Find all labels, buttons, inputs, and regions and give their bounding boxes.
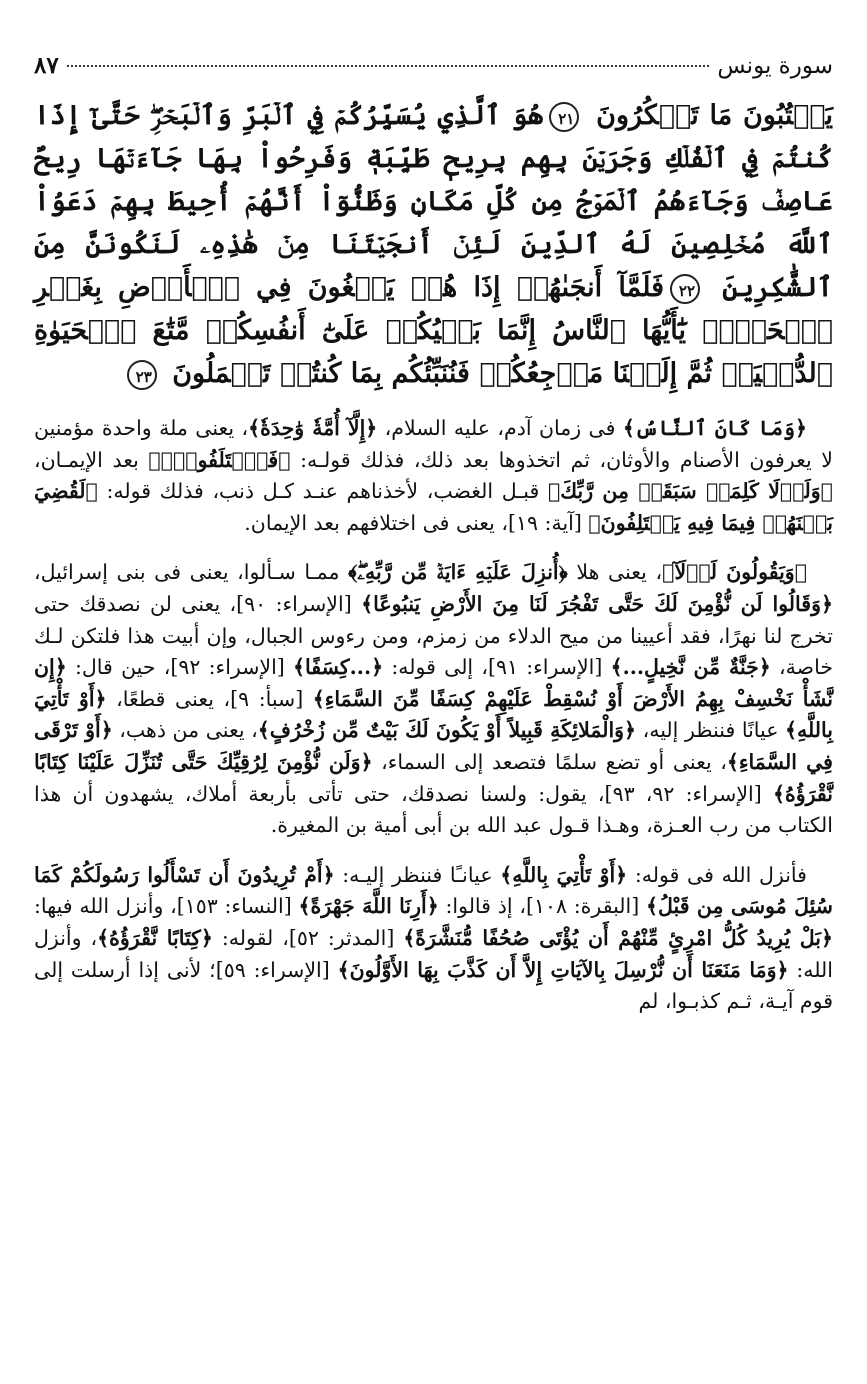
commentary-text: ، وأنزل الله: — [34, 925, 833, 982]
quoted-verse: ﴿إِن نَّشَأْ نَخْسِفْ بِهِمُ الأَرْضَ أَوْ نُسْقِطْ عَلَيْهِمْ كِسَفًا مِّنَ السَّمَاءِ﴾ — [34, 655, 833, 711]
quoted-verse: ﴿وَلَن نُّؤْمِنَ لِرُقِيِّكَ حَتَّى تُنَزِّلَ عَلَيْنَا كِتَابًا نَّقْرَؤُهُ﴾ — [34, 749, 833, 806]
page-header — [34, 52, 833, 86]
quoted-verse: ﴿أُنزِلَ عَلَيۡهِ ءَايَةٞ مِّن رَّبِّهِۦۖ﴾ — [348, 560, 568, 585]
commentary-text: [الإسراء: ٩٢، ٩٣]، يقول: ولسنا نصدقك، حتى تأتى بأربعة أملاك، يشهدون أن هذا الكتاب من رب العـزة، وهـذا قـول عبد الله بن أبى أمية بن المغيرة. — [34, 781, 833, 838]
quoted-verse: ﴿لَقُضِيَ بَيۡنَهُمۡ فِيمَا فِيهِ يَخۡتَلِفُونَ﴾ — [34, 479, 833, 535]
commentary-text: ، يعنى ملة واحدة مؤمنين لا يعرفون الأصنام والأوثان، ثم اتخذوها بعد ذلك، فذلك قولـه: — [34, 416, 833, 472]
commentary-text: ، يعنى أو تضع سلمًا فتصعد إلى السماء، — [372, 749, 727, 774]
commentary-text: [الإسراء: ٩١]، إلى قوله: — [383, 655, 611, 680]
commentary-text: بعد الإيمـان، — [34, 447, 149, 472]
header-dotted-leader — [67, 65, 710, 67]
quoted-verse: ﴿وَالْمَلائِكَةِ قَبِيلاً أَوْ يَكُونَ لَكَ بَيْتٌ مِّن زُخْرُفٍ﴾ — [257, 718, 637, 743]
commentary-text: ، يعنى من ذهب، — [112, 718, 258, 743]
commentary-text: [الإسراء: ٩٠]، يعنى لن نصدقك حتى تخرج لنا نهرًا، فقد أعيينا من ميح الدلاء من زمزم، ومن رءوس الجبال، وإن أبيت هذا فلتكن لـك خاصة، — [34, 591, 833, 680]
commentary-text: عيانـًا فننظر إليـه: — [334, 862, 501, 887]
quoted-verse: ﴿وَمَا كَانَ ٱلنَّاسُ﴾ — [622, 416, 807, 440]
commentary-paragraph — [34, 557, 833, 841]
quoted-verse: ﴿إِلَّآ أُمَّةٗ وَٰحِدَةٗ﴾ — [248, 416, 378, 440]
quoted-verse: ﴿وَمَا مَنَعَنَا أَن نُّرْسِلَ بِالآيَاتِ إِلاَّ أَن كَذَّبَ بِهَا الأَوَّلُونَ﴾ — [337, 957, 789, 982]
commentary-text: [النساء: ١٥٣]، وأنزل الله فيها: — [34, 894, 299, 919]
ayah-number-marker: ٢٢ — [670, 274, 700, 304]
quran-block — [34, 94, 833, 395]
quoted-verse: ﴿أَوْ تَأْتِيَ بِاللَّهِ﴾ — [34, 686, 834, 743]
quoted-verse: ﴿أَمْ تُرِيدُونَ أَن تَسْأَلُوا رَسُولَكُمْ كَمَا سُئِلَ مُوسَى مِن قَبْلُ﴾ — [34, 862, 833, 919]
commentary-text: عيانًا فننظر إليه، — [636, 718, 786, 743]
commentary-text: [سبأ: ٩]، يعنى قطعًا، — [106, 686, 313, 711]
quoted-verse: ﴿وَقَالُوا لَن نُّؤْمِنَ لَكَ حَتَّى تَفْجُرَ لَنَا مِنَ الأَرْضِ يَنبُوعًا﴾ — [361, 591, 833, 616]
page-number: ٨٧ — [34, 52, 59, 79]
quran-verse-text: يَكۡتُبُونَ مَا تَمۡكُرُونَ — [585, 100, 833, 131]
commentary-text: [البقرة: ١٠٨]، إذ قالوا: — [438, 894, 646, 919]
commentary-text: ، يعنى هلا — [567, 560, 663, 585]
commentary-block — [34, 413, 833, 1018]
ayah-number-marker: ٢١ — [549, 102, 579, 132]
quoted-verse: ﴿بَلْ يُرِيدُ كُلُّ امْرِئٍ مِّنْهُمْ أَن يُؤْتَى صُحُفًا مُّنَشَّرَةً﴾ — [403, 925, 833, 950]
commentary-text: [المدثر: ٥٢]، لقوله: — [212, 925, 404, 950]
commentary-paragraph — [34, 413, 833, 539]
quoted-verse: ﴿جَنَّةٌ مِّن نَّخِيلٍ...﴾ — [610, 655, 771, 680]
quran-verse-text: فَلَمَّآ أَنجَىٰهُمۡ إِذَا هُمۡ يَبۡغُونَ فِي ٱلۡأَرۡضِ بِغَيۡرِ ٱلۡحَقِّۗ يَٰٓأَيُّهَا ٱلنَّاسُ إِنَّمَا بَغۡيُكُمۡ عَلَىٰٓ أَنفُسِكُمۖ مَّتَٰعَ ٱلۡحَيَوٰةِ ٱلدُّنۡيَاۖ ثُمَّ إِلَيۡنَا مَرۡجِعُكُمۡ فَنُنَبِّئُكُم بِمَا كُنتُمۡ تَعۡمَلُونَ — [34, 272, 833, 389]
commentary-text: [الإسراء: ٩٢]، حين قال: — [66, 655, 293, 680]
commentary-text: فأنزل الله فى قوله: — [627, 862, 807, 887]
sura-title: سورة يونس — [717, 53, 833, 79]
ayah-number-marker: ٢٣ — [127, 360, 157, 390]
quoted-verse: ﴿أَوْ تَرْقَى فِي السَّمَاءِ﴾ — [34, 718, 833, 774]
commentary-paragraph — [34, 860, 833, 1018]
quoted-verse: ﴿...كِسَفًا﴾ — [293, 655, 384, 680]
quoted-verse: ﴿وَيَقُولُونَ لَوۡلَآ﴾ — [662, 560, 807, 585]
commentary-text: [آية: ١٩]، يعنى فى اختلافهم بعد الإيمان. — [244, 510, 589, 535]
quoted-verse: ﴿وَلَوۡلَا كَلِمَةٞ سَبَقَتۡ مِن رَّبِّكَ﴾ — [547, 479, 833, 504]
quran-verse-text: هُوَ ٱلَّذِي يُسَيِّرُكُمۡ فِي ٱلۡبَرِّ وَٱلۡبَحۡرِۖ حَتَّىٰٓ إِذَا كُنتُمۡ فِي ٱلۡفُلۡكِ وَجَرَيۡنَ بِهِم بِرِيحٖ طَيِّبَةٖ وَفَرِحُواْ بِهَا جَآءَتۡهَا رِيحٌ عَاصِفٞ وَجَآءَهُمُ ٱلۡمَوۡجُ مِن كُلِّ مَكَانٖ وَظَنُّوٓاْ أَنَّهُمۡ أُحِيطَ بِهِمۡ دَعَوُاْ ٱللَّهَ مُخۡلِصِينَ لَهُ ٱلدِّينَ لَئِنۡ أَنجَيۡتَنَا مِنۡ هَٰذِهِۦ لَنَكُونَنَّ مِنَ ٱلشَّٰكِرِينَ — [34, 100, 833, 303]
quoted-verse: ﴿كِتَابًا نَّقْرَؤُهُ﴾ — [97, 925, 213, 950]
commentary-text: ممـا سـألوا، يعنى فى بنى إسرائيل، — [34, 560, 349, 585]
commentary-text: قبـل الغضب، لأخذناهم عنـد كـل ذنب، فذلك قوله: — [97, 479, 548, 504]
commentary-text: [الإسراء: ٥٩]؛ لأنى إذا أرسلت إلى قوم آيـة، ثـم كذبـوا، لم — [34, 957, 833, 1014]
quoted-verse: ﴿فَٱخۡتَلَفُواْۚ﴾ — [148, 447, 291, 472]
commentary-text: فى زمان آدم، عليه السلام، — [377, 416, 623, 440]
quoted-verse: ﴿أَرِنَا اللَّهَ جَهْرَةً﴾ — [298, 894, 439, 919]
quoted-verse: ﴿أَوْ تَأْتِيَ بِاللَّهِ﴾ — [500, 862, 628, 887]
